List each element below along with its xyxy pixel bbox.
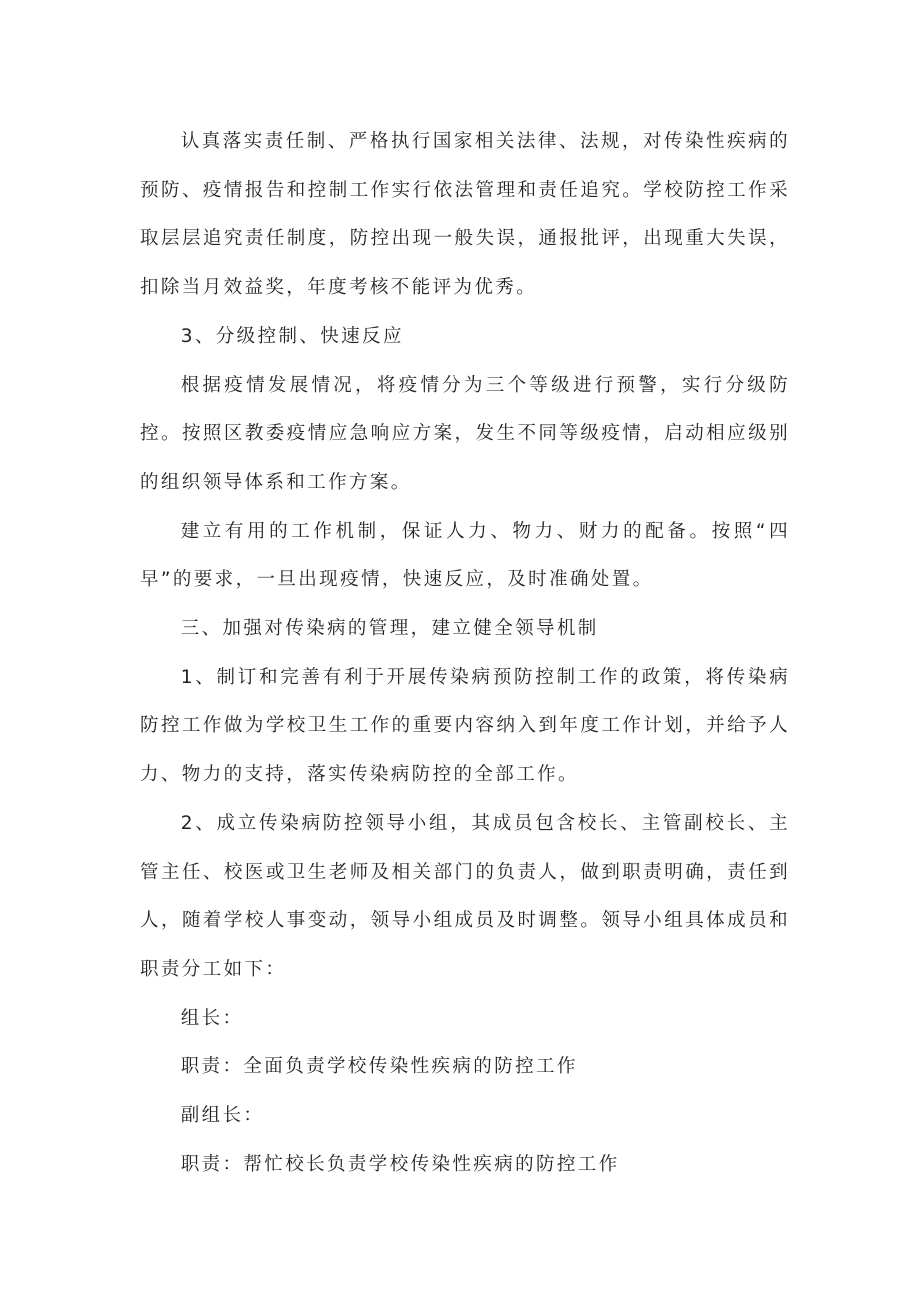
paragraph-graded-warning: 根据疫情发展情况，将疫情分为三个等级进行预警，实行分级防控。按照区教委疫情应急响应方案，发生不同等级疫情，启动相应级别的组织领导体系和工作方案。	[140, 374, 790, 493]
duty-group-leader: 职责：全面负责学校传染性疾病的防控工作	[180, 1056, 578, 1078]
paragraph-responsibility: 认真落实责任制、严格执行国家相关法律、法规，对传染性疾病的预防、疫情报告和控制工作实行依法管理和责任追究。学校防控工作采取层层追究责任制度，防控出现一般失误，通报批评，出现重大失误，扣除当月效益奖，年度考核不能评为优秀。	[140, 131, 790, 299]
duty-deputy-leader: 职责：帮忙校长负责学校传染性疾病的防控工作	[180, 1153, 620, 1175]
document-body	[140, 118, 790, 1189]
paragraph-work-mechanism: 建立有用的工作机制，保证人力、物力、财力的配备。按照“四早”的要求，一旦出现疫情，快速反应，及时准确处置。	[140, 520, 790, 591]
heading-graded-control: 3、分级控制、快速反应	[180, 325, 404, 347]
heading-section-three: 三、加强对传染病的管理，建立健全领导机制	[180, 618, 599, 640]
paragraph-leadership-group: 2、成立传染病防控领导小组，其成员包含校长、主管副校长、主管主任、校医或卫生老师及相关部门的负责人，做到职责明确，责任到人，随着学校人事变动，领导小组成员及时调整。领导小组具体成员和职责分工如下：	[140, 812, 790, 980]
label-group-leader: 组长：	[180, 1007, 244, 1029]
label-deputy-leader: 副组长：	[180, 1105, 265, 1127]
paragraph-policy: 1、制订和完善有利于开展传染病预防控制工作的政策，将传染病防控工作做为学校卫生工作的重要内容纳入到年度工作计划，并给予人力、物力的支持，落实传染病防控的全部工作。	[140, 666, 790, 786]
